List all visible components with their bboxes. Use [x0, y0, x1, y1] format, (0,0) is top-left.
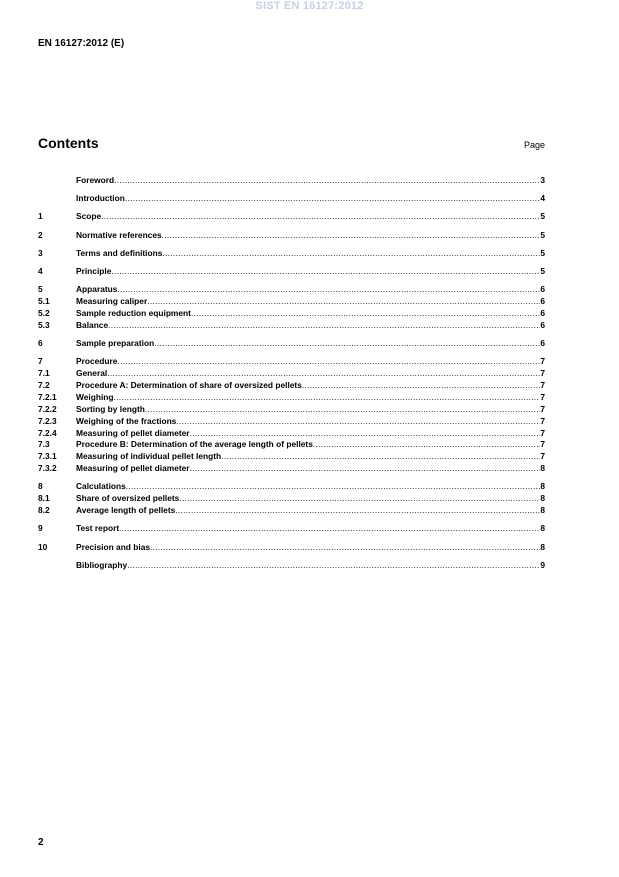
toc-entry[interactable]	[38, 296, 545, 308]
toc-entry-page: 7	[540, 439, 545, 450]
toc-entry[interactable]	[38, 248, 545, 260]
document-id: EN 16127:2012 (E)	[38, 38, 125, 49]
toc-entry-page: 7	[540, 356, 545, 367]
toc-entry-title: Normative references	[76, 229, 162, 240]
contents-title: Contents	[38, 135, 99, 151]
toc-entry-page: 6	[540, 337, 545, 348]
toc-dot-leader	[176, 416, 540, 428]
toc-entry-page: 8	[540, 505, 545, 516]
toc-entry[interactable]	[38, 451, 545, 463]
toc-entry-number: 9	[38, 523, 43, 534]
toc-entry[interactable]	[38, 211, 545, 223]
toc-entry-page: 8	[540, 523, 545, 534]
toc-entry[interactable]	[38, 230, 545, 242]
toc-entry-number: 7.2.1	[38, 391, 57, 402]
toc-dot-leader	[117, 356, 540, 368]
toc-entry-number: 7.2.4	[38, 427, 57, 438]
toc-entry-page: 5	[540, 265, 545, 276]
toc-entry-page: 7	[540, 427, 545, 438]
toc-entry[interactable]	[38, 416, 545, 428]
toc-entry-title: Sample preparation	[76, 337, 155, 348]
toc-entry[interactable]	[38, 356, 545, 368]
toc-entry-page: 6	[540, 319, 545, 330]
toc-entry-page: 8	[540, 493, 545, 504]
toc-entry-number: 7	[38, 356, 43, 367]
toc-entry-title: Scope	[76, 211, 102, 222]
toc-entry-number: 7.3.2	[38, 463, 57, 474]
toc-entry-title: Procedure A: Determination of share of oversized pellets	[76, 379, 302, 390]
toc-entry-title: Apparatus	[76, 284, 118, 295]
toc-entry-number: 6	[38, 337, 43, 348]
toc-entry[interactable]	[38, 308, 545, 320]
toc-entry-page: 6	[540, 296, 545, 307]
toc-entry-title: Terms and definitions	[76, 247, 163, 258]
toc-entry-number: 4	[38, 265, 43, 276]
toc-entry-page: 8	[540, 463, 545, 474]
toc-entry[interactable]	[38, 392, 545, 404]
toc-dot-leader	[190, 428, 541, 440]
toc-entry-title: Measuring caliper	[76, 296, 148, 307]
toc-entry-title: Procedure	[76, 356, 118, 367]
toc-entry[interactable]	[38, 493, 545, 505]
toc-entry[interactable]	[38, 368, 545, 380]
toc-entry-page: 7	[540, 403, 545, 414]
toc-dot-leader	[313, 439, 540, 451]
toc-entry-title: Introduction	[76, 193, 125, 204]
toc-entry-page: 8	[540, 541, 545, 552]
toc-entry-title: Precision and bias	[76, 541, 151, 552]
toc-dot-leader	[191, 308, 540, 320]
toc-entry-page: 5	[540, 229, 545, 240]
toc-dot-leader	[127, 560, 540, 572]
toc-entry-number: 7.2.2	[38, 403, 57, 414]
toc-entry-title: Bibliography	[76, 559, 128, 570]
watermark: SIST EN 16127:2012	[255, 0, 364, 12]
page-number: 2	[38, 837, 44, 848]
toc-entry[interactable]	[38, 505, 545, 517]
toc-entry[interactable]	[38, 380, 545, 392]
toc-entry[interactable]	[38, 542, 545, 554]
toc-entry[interactable]	[38, 175, 545, 187]
toc-entry-number: 5.1	[38, 296, 50, 307]
toc-entry-number: 8	[38, 481, 43, 492]
toc-dot-leader	[126, 481, 541, 493]
toc-entry-title: Average length of pellets	[76, 505, 176, 516]
toc-entry-number: 5.2	[38, 307, 50, 318]
toc-entry-title: Weighing	[76, 391, 114, 402]
toc-dot-leader	[117, 284, 540, 296]
toc-entry-title: Procedure B: Determination of the average length of pellets	[76, 439, 313, 450]
toc-dot-leader	[107, 368, 540, 380]
toc-entry[interactable]	[38, 338, 545, 350]
toc-dot-leader	[111, 266, 540, 278]
toc-entry-page: 9	[540, 559, 545, 570]
toc-entry-title: Weighing of the fractions	[76, 415, 177, 426]
toc-entry-title: Share of oversized pellets	[76, 493, 180, 504]
toc-entry-page: 7	[540, 391, 545, 402]
table-of-contents	[38, 175, 545, 572]
toc-entry-number: 2	[38, 229, 43, 240]
toc-entry-page: 8	[540, 481, 545, 492]
toc-dot-leader	[175, 505, 540, 517]
toc-entry-number: 10	[38, 541, 48, 552]
toc-entry-page: 6	[540, 307, 545, 318]
toc-entry-number: 1	[38, 211, 43, 222]
toc-entry[interactable]	[38, 481, 545, 493]
toc-entry-page: 7	[540, 379, 545, 390]
toc-entry[interactable]	[38, 560, 545, 572]
toc-entry-number: 8.2	[38, 505, 50, 516]
toc-dot-leader	[162, 230, 541, 242]
toc-dot-leader	[125, 193, 540, 205]
toc-entry-title: Principle	[76, 265, 112, 276]
toc-entry[interactable]	[38, 284, 545, 296]
page-column-label: Page	[523, 140, 545, 150]
toc-dot-leader	[147, 296, 540, 308]
toc-entry-number: 8.1	[38, 493, 50, 504]
toc-entry-page: 6	[540, 284, 545, 295]
toc-entry-page: 7	[540, 368, 545, 379]
toc-entry[interactable]	[38, 193, 545, 205]
toc-entry-title: General	[76, 368, 108, 379]
toc-entry-title: Calculations	[76, 481, 126, 492]
toc-entry-page: 5	[540, 247, 545, 258]
toc-dot-leader	[145, 404, 540, 416]
toc-entry-page: 7	[540, 415, 545, 426]
toc-entry-title: Foreword	[76, 175, 115, 185]
toc-dot-leader	[119, 523, 540, 535]
toc-dot-leader	[108, 320, 540, 332]
toc-entry-page: 7	[540, 451, 545, 462]
toc-dot-leader	[101, 211, 540, 223]
toc-entry-page: 4	[540, 193, 545, 204]
toc-dot-leader	[150, 542, 540, 554]
toc-entry[interactable]	[38, 523, 545, 535]
toc-entry-page: 3	[540, 175, 545, 185]
toc-dot-leader	[190, 463, 541, 475]
toc-entry-number: 5.3	[38, 319, 50, 330]
toc-entry-number: 3	[38, 247, 43, 258]
toc-entry-page: 5	[540, 211, 545, 222]
toc-dot-leader	[114, 392, 541, 404]
toc-dot-leader	[221, 451, 540, 463]
toc-dot-leader	[179, 493, 540, 505]
toc-entry-title: Balance	[76, 319, 109, 330]
toc-entry-title: Measuring of pellet diameter	[76, 463, 190, 474]
toc-entry[interactable]	[38, 439, 545, 451]
toc-dot-leader	[114, 175, 540, 187]
toc-dot-leader	[302, 380, 540, 392]
toc-entry-number: 5	[38, 284, 43, 295]
toc-entry-number: 7.3	[38, 439, 50, 450]
toc-dot-leader	[154, 338, 540, 350]
toc-entry-title: Test report	[76, 523, 120, 534]
toc-entry-number: 7.1	[38, 368, 50, 379]
toc-entry-title: Measuring of individual pellet length	[76, 451, 222, 462]
toc-entry[interactable]	[38, 428, 545, 440]
toc-entry-title: Sample reduction equipment	[76, 307, 191, 318]
toc-dot-leader	[162, 248, 540, 260]
toc-entry-title: Measuring of pellet diameter	[76, 427, 190, 438]
toc-entry[interactable]	[38, 404, 545, 416]
toc-entry-number: 7.2.3	[38, 415, 57, 426]
toc-entry-number: 7.2	[38, 379, 50, 390]
toc-entry[interactable]	[38, 266, 545, 278]
toc-entry-title: Sorting by length	[76, 403, 145, 414]
toc-entry-number: 7.3.1	[38, 451, 57, 462]
toc-entry[interactable]	[38, 320, 545, 332]
toc-entry[interactable]	[38, 463, 545, 475]
